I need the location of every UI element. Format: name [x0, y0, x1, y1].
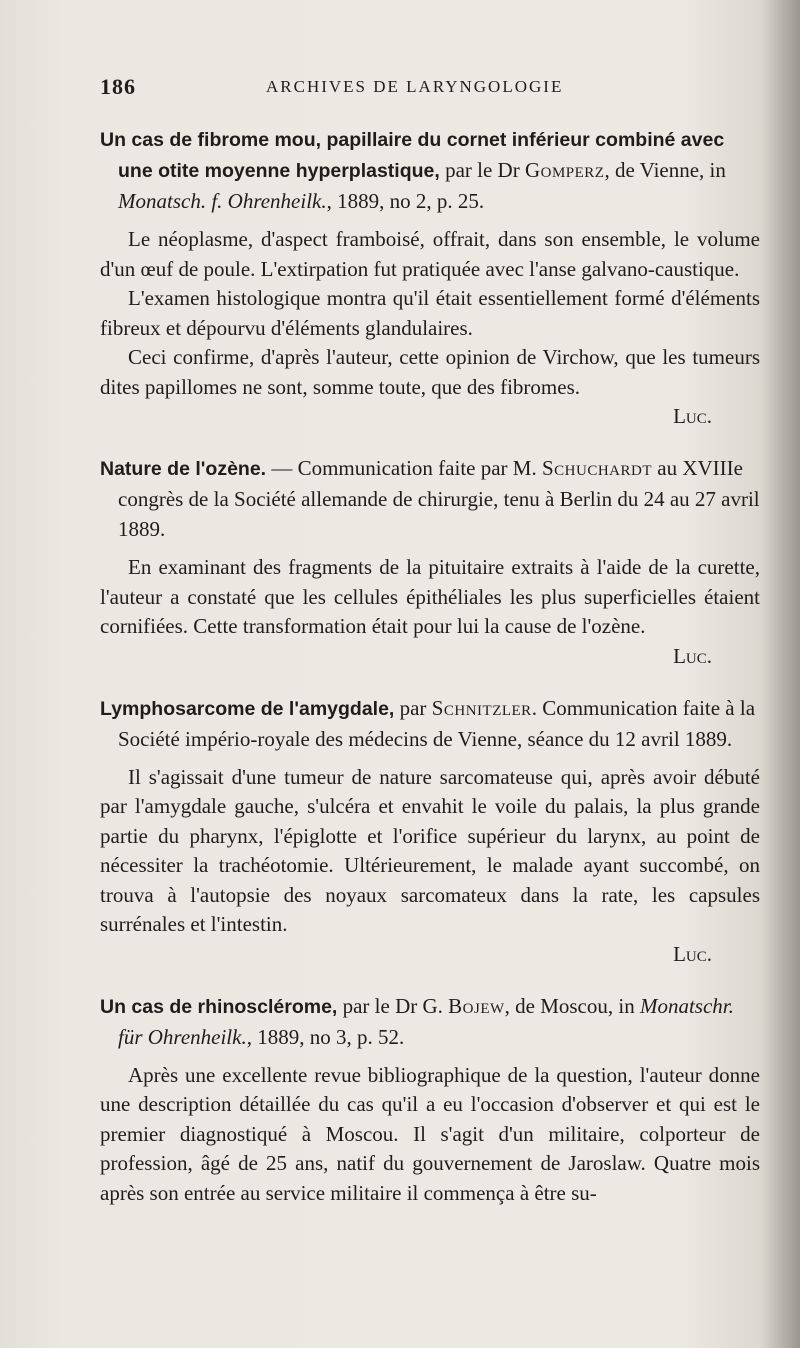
title-bold: Un cas de fibrome mou, papillaire du cornet inférieur combiné avec une otite moyenne hyperplastique,: [100, 129, 725, 182]
title-place: , de Moscou, in: [504, 993, 640, 1018]
article-ozene: [100, 453, 760, 671]
title-place: . Communication faite à la Société império-royale des médecins de Vienne, séance du 12 avril 1889.: [118, 695, 756, 751]
title-bold: Nature de l'ozène.: [100, 458, 267, 480]
article-fibrome: [100, 124, 760, 431]
journal-name: Monatsch. f. Ohrenheilk.: [118, 189, 327, 213]
paragraph: Il s'agissait d'une tumeur de nature sarcomateuse qui, après avoir débuté par l'amygdale gauche, s'ulcéra et envahit le voile du palais, la plus grande partie du pharynx, l'épiglotte et l'orifice supérieur du larynx, au point de nécessiter la trachéotomie. Ultérieurement, le malade ayant succombé, on trouva à l'autopsie des noyaux sarcomateux dans la rate, les capsules surrénales et l'intestin.: [100, 764, 760, 936]
article-title: [100, 991, 760, 1052]
paragraph: Ceci confirme, d'après l'auteur, cette opinion de Virchow, que les tumeurs dites papillomes ne sont, somme toute, que des fibromes.: [100, 345, 760, 399]
title-by: par le Dr G.: [337, 993, 449, 1018]
title-ref: , 1889, no 3, p. 52.: [246, 1024, 405, 1049]
article-rhinosclerome: [100, 991, 760, 1209]
signature: Luc.: [673, 404, 712, 428]
paragraph: Après une excellente revue bibliographique de la question, l'auteur donne une description détaillée du cas qu'il a eu l'occasion d'observer et qui est le premier diagnostiqué à Moscou. Il s'agit d'un militaire, colporteur de profession, âgé de 25 ans, natif du gouvernement de Jaroslaw. Quatre mois après son entrée au service militaire il commença à être su-: [100, 1062, 760, 1205]
title-by: — Communication faite par M.: [266, 456, 542, 480]
title-by: par: [394, 695, 432, 720]
title-ref: , 1889, no 2, p. 25.: [326, 189, 485, 213]
article-title: [100, 124, 760, 216]
page-number: 186: [100, 74, 136, 99]
title-place: au XVIIIe congrès de la Société allemande de chirurgie, tenu à Berlin du 24 au 27 avril 1889.: [118, 456, 760, 541]
title-bold: Un cas de rhinosclérome,: [100, 995, 338, 1018]
article-title: [100, 453, 760, 544]
author-name: Gomperz: [524, 158, 605, 182]
article-lymphosarcome: [100, 693, 760, 969]
paragraph: L'examen histologique montra qu'il était essentiellement formé d'éléments fibreux et dépourvu d'éléments glandulaires.: [100, 286, 760, 340]
article-list: [100, 124, 760, 1208]
title-by: par le Dr: [439, 158, 525, 182]
author-name: Bojew: [448, 993, 505, 1018]
running-head: ARCHIVES DE LARYNGOLOGIE: [266, 77, 564, 96]
page-header: [100, 74, 760, 104]
author-name: Schuchardt: [541, 456, 652, 480]
title-place: , de Vienne, in: [604, 158, 726, 182]
signature: Luc.: [673, 643, 712, 668]
title-bold: Lymphosarcome de l'amygdale,: [100, 697, 395, 720]
paragraph: En examinant des fragments de la pituitaire extraits à l'aide de la curette, l'auteur a constaté que les cellules épithéliales les plus superficielles étaient cornifiées. Cette transformation était pour lui la cause de l'ozène.: [100, 555, 760, 638]
article-title: [100, 693, 760, 754]
journal-name: Monatschr. für Ohrenheilk.: [118, 993, 734, 1049]
signature: Luc.: [673, 941, 712, 966]
author-name: Schnitzler: [431, 695, 532, 720]
paragraph: Le néoplasme, d'aspect framboisé, offrait, dans son ensemble, le volume d'un œuf de poule. L'extirpation fut pratiquée avec l'anse galvano-caustique.: [100, 227, 760, 281]
